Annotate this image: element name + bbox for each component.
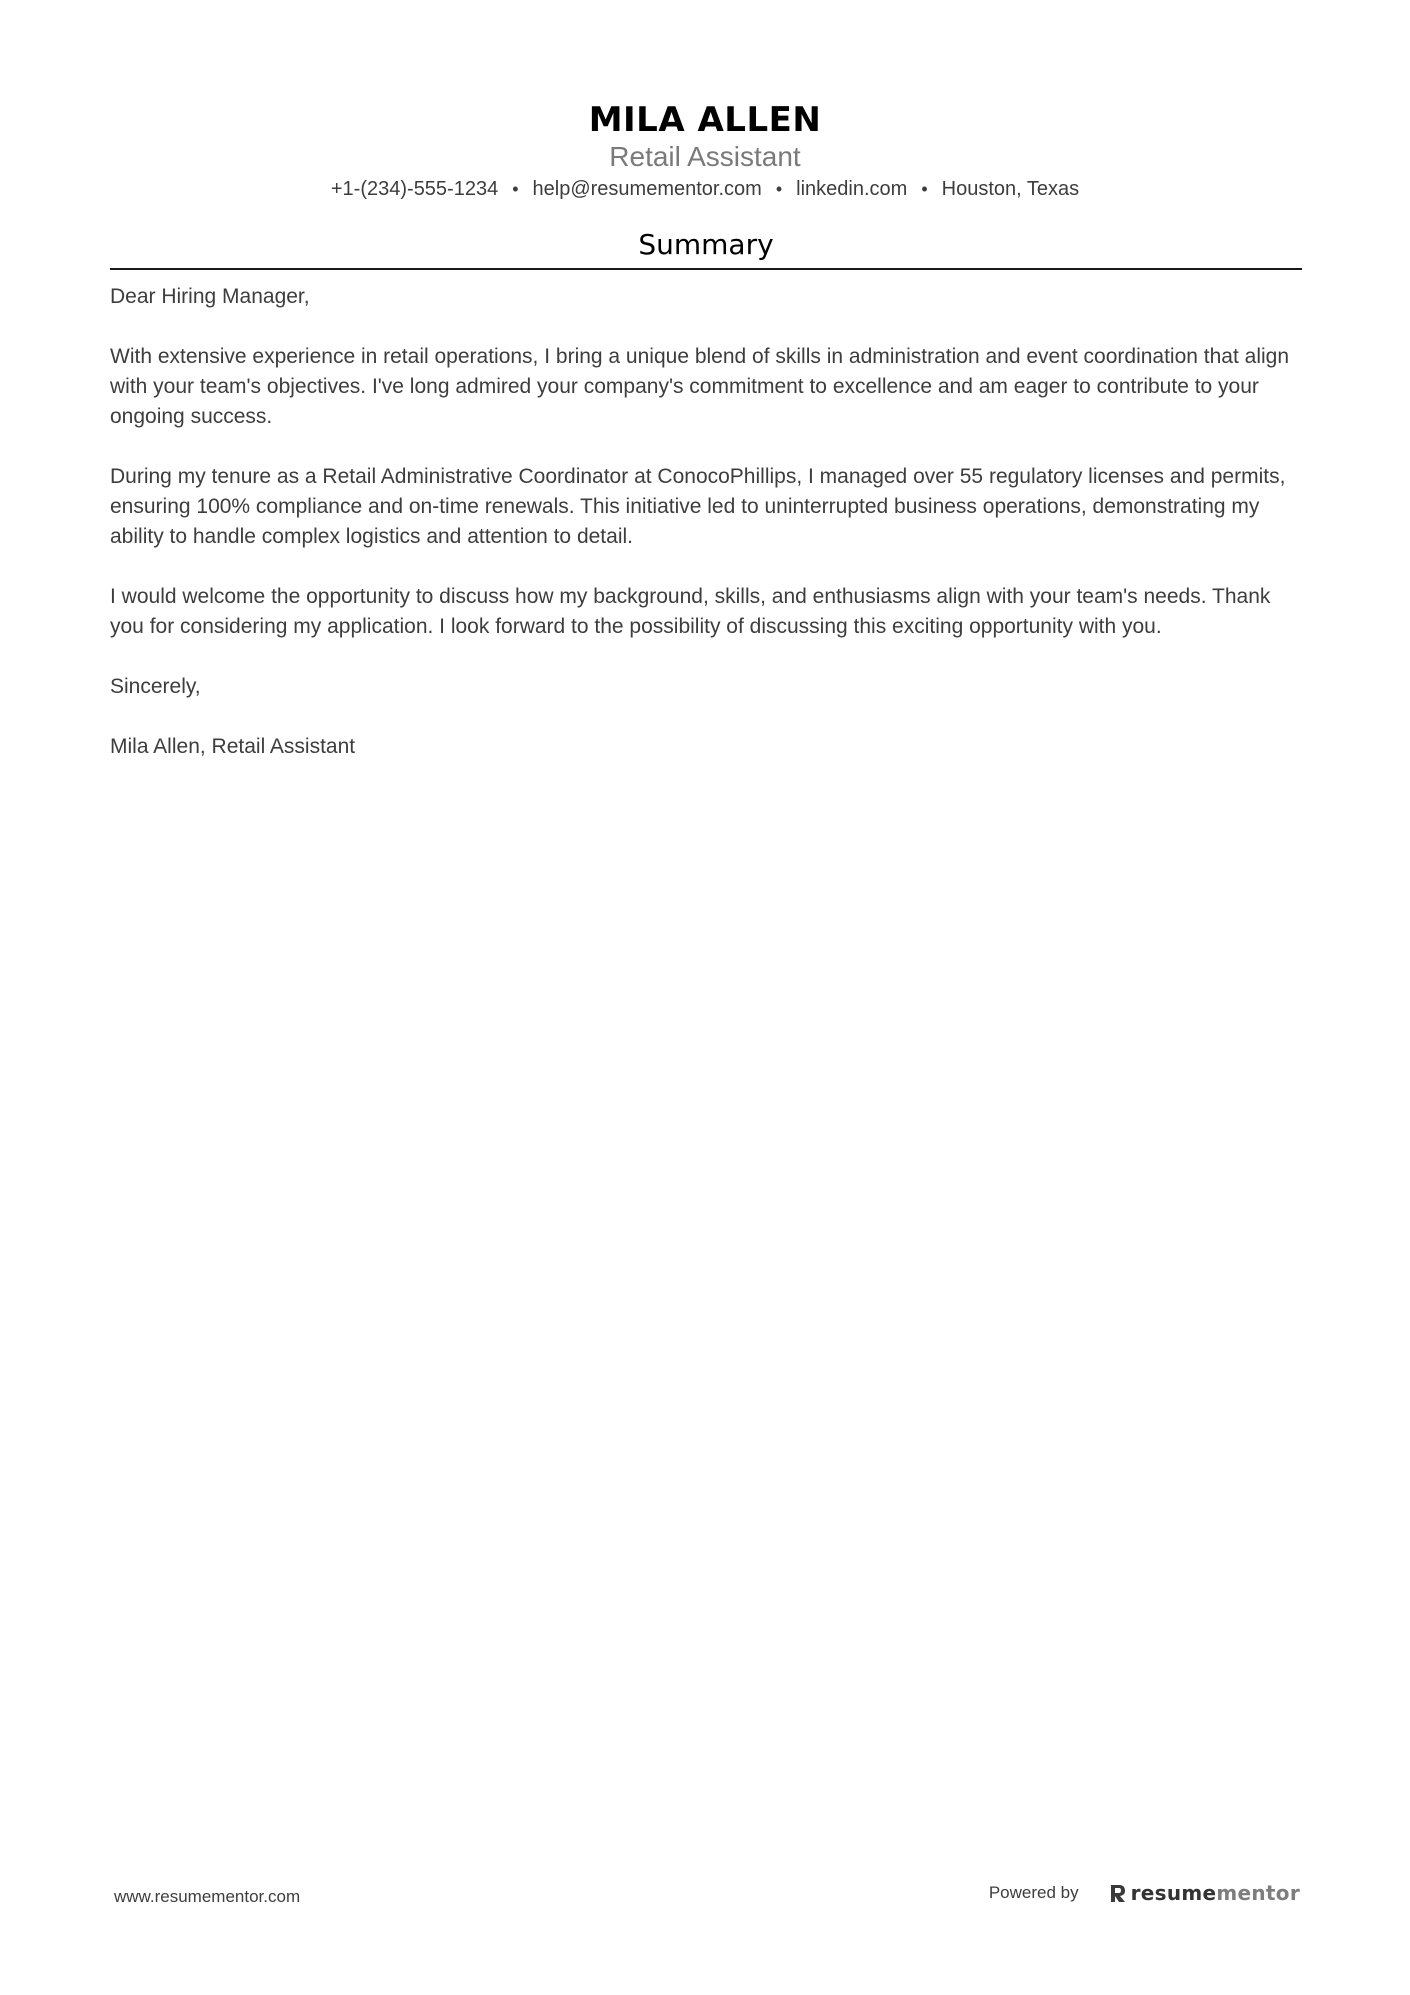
header: [0, 100, 1410, 202]
location: Houston, Texas: [941, 178, 1080, 200]
separator-dot: •: [921, 179, 928, 199]
letter-paragraph: During my tenure as a Retail Administrative Coordinator at ConocoPhillips, I managed over 55 regulatory licenses and permits, ensuring 100% compliance and on-time renewals. This initiative led to uninterrupted business operations, demonstrating my ability to handle complex logistics and attention to detail.: [110, 465, 1286, 548]
candidate-name: MILA ALLEN: [588, 100, 822, 140]
job-title: Retail Assistant: [609, 141, 801, 172]
greeting: Dear Hiring Manager,: [110, 285, 310, 308]
powered-by-label: Powered by: [988, 1883, 1079, 1902]
letter-paragraph: With extensive experience in retail operations, I bring a unique blend of skills in administration and event coordination that align with your team's objectives. I've long admired your company's commitment to excellence and am eager to contribute to your ongoing success.: [110, 345, 1290, 428]
separator-dot: •: [775, 179, 783, 199]
brand-name-part2: mentor: [1216, 1881, 1300, 1905]
resumementor-logo-icon: [1109, 1883, 1127, 1903]
brand-logo: [1109, 1882, 1300, 1904]
separator-dot: •: [512, 179, 519, 199]
section-divider: [110, 268, 1302, 270]
contact-line: [0, 176, 1410, 202]
brand-name-part1: resume: [1130, 1881, 1217, 1905]
email: help@resumementor.com: [532, 178, 762, 200]
signature: Mila Allen, Retail Assistant: [110, 735, 356, 758]
closing: Sincerely,: [110, 675, 201, 698]
letter-body: [110, 282, 1302, 792]
letter-paragraph: I would welcome the opportunity to discuss how my background, skills, and enthusiasms align with your team's needs. Thank you for considering my application. I look forward to the possibility of discussing this exciting opportunity with you.: [110, 585, 1271, 638]
section-heading-summary: Summary: [638, 228, 774, 261]
footer-website: www.resumementor.com: [114, 1887, 301, 1906]
phone: +1-(234)-555-1234: [330, 178, 499, 200]
footer-branding: [989, 1882, 1300, 1904]
linkedin: linkedin.com: [796, 178, 908, 200]
